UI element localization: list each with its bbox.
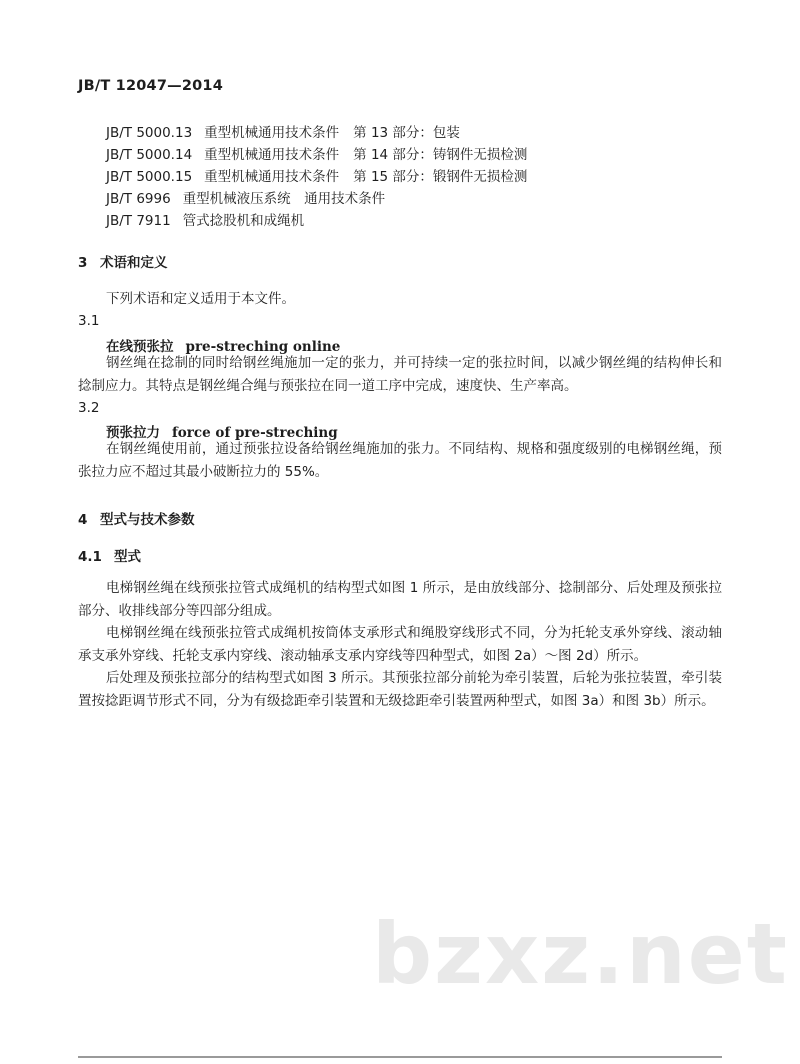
section-intro: 下列术语和定义适用于本文件。 [106,291,295,307]
section-number: 3 [78,255,88,271]
reference-item [106,143,527,163]
reference-title: 管式捻股机和成绳机 [182,213,305,229]
reference-item [106,121,460,141]
term-en: pre-streching online [185,339,341,355]
section-heading [78,508,195,528]
term-number: 3.1 [78,313,100,329]
section-heading [78,251,168,271]
term-number: 3.2 [78,400,100,416]
reference-item [106,165,527,185]
reference-part: 第 15 部分：锻钢件无损检测 [353,169,528,185]
reference-item [106,187,385,207]
reference-code: JB/T 7911 [106,213,171,229]
body-paragraph: 后处理及预张拉部分的结构型式如图 3 所示。其预张拉部分前轮为牵引装置，后轮为张拉装置，牵引装置按捻距调节形式不同，分为有级捻距牵引装置和无级捻距牵引装置两种型式，如图 3a）和图 3b）所示。 [78,670,722,709]
term-cn: 在线预张拉 [106,339,174,355]
section-title: 型式与技术参数 [100,512,195,528]
term-en: force of pre-streching [172,425,338,441]
standard-number: JB/T 12047—2014 [78,78,223,94]
subsection-heading [78,545,141,565]
subsection-title: 型式 [114,549,141,565]
reference-title: 重型机械液压系统 通用技术条件 [182,191,386,207]
reference-code: JB/T 6996 [106,191,171,207]
term-definition: 在钢丝绳使用前，通过预张拉设备给钢丝绳施加的张力。不同结构、规格和强度级别的电梯钢丝绳，预张拉力应不超过其最小破断拉力的 55%。 [78,441,722,480]
body-paragraph: 电梯钢丝绳在线预张拉管式成绳机的结构型式如图 1 所示，是由放线部分、捻制部分、后处理及预张拉部分、收排线部分等四部分组成。 [78,580,722,619]
subsection-number: 4.1 [78,549,102,565]
reference-title: 重型机械通用技术条件 [204,169,340,185]
reference-code: JB/T 5000.14 [106,147,193,163]
section-number: 4 [78,512,88,528]
reference-title: 重型机械通用技术条件 [204,147,340,163]
reference-part: 第 14 部分：铸钢件无损检测 [353,147,528,163]
reference-item [106,209,304,229]
reference-part: 第 13 部分：包装 [353,125,460,141]
body-paragraph: 电梯钢丝绳在线预张拉管式成绳机按筒体支承形式和绳股穿线形式不同，分为托轮支承外穿线、滚动轴承支承外穿线、托轮支承内穿线、滚动轴承支承内穿线等四种型式，如图 2a）～图 2d）所示。 [78,625,722,664]
term-cn: 预张拉力 [106,425,160,441]
watermark-text: bzxz.net [372,905,789,1003]
reference-code: JB/T 5000.13 [106,125,193,141]
reference-title: 重型机械通用技术条件 [204,125,340,141]
page-bottom-edge [78,1056,722,1058]
reference-code: JB/T 5000.15 [106,169,193,185]
section-title: 术语和定义 [100,255,168,271]
term-definition: 钢丝绳在捻制的同时给钢丝绳施加一定的张力，并可持续一定的张拉时间，以减少钢丝绳的结构伸长和捻制应力。其特点是钢丝绳合绳与预张拉在同一道工序中完成，速度快、生产率高。 [78,355,722,394]
